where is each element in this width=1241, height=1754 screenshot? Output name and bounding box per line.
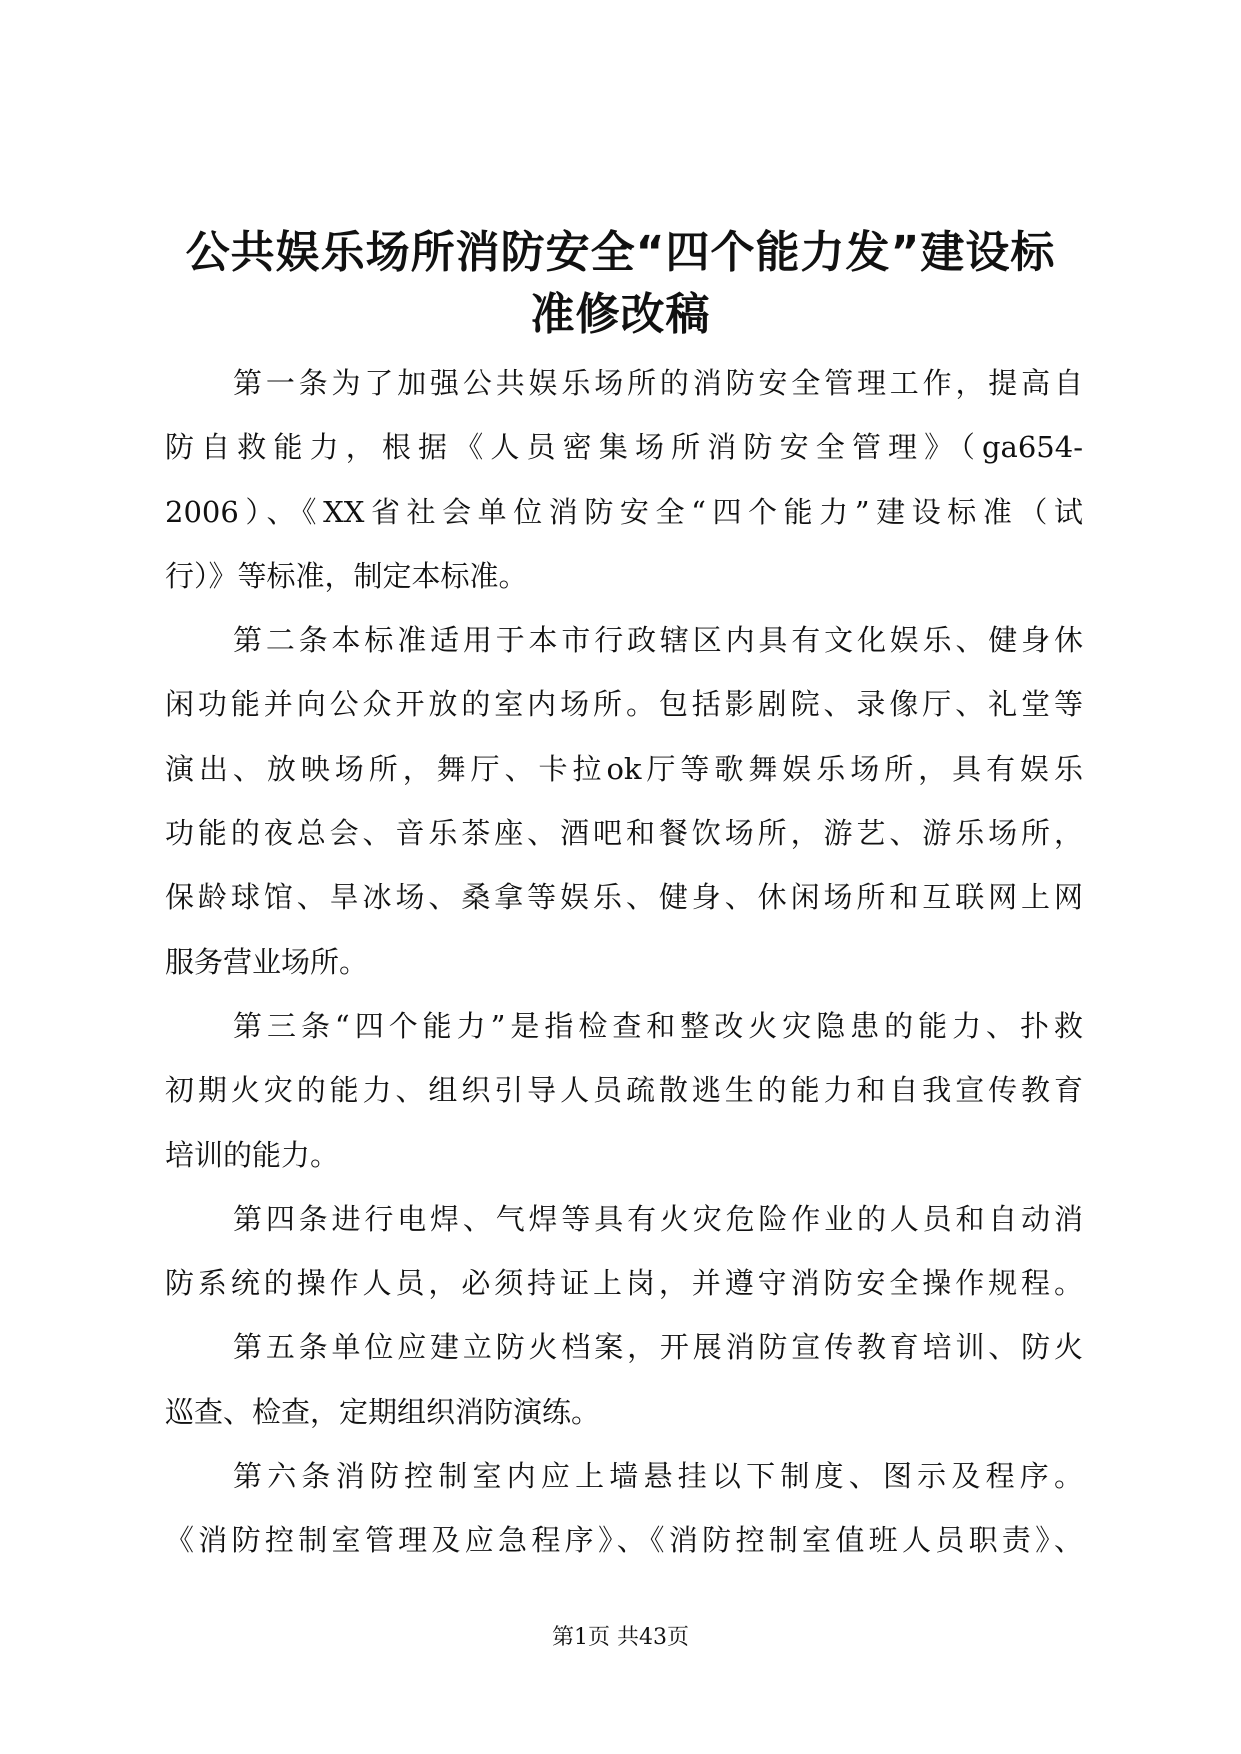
text-line: 培训的能力。 <box>165 1137 340 1172</box>
document-title <box>150 222 1091 346</box>
text-line: 防自救能力，根据《人员密集场所消防安全管理》（ga654- <box>165 430 1083 465</box>
text-line: 第三条“四个能力”是指检查和整改火灾隐患的能力、扑救 <box>233 1008 1083 1043</box>
text-line: 第六条消防控制室内应上墙悬挂以下制度、图示及程序。 <box>233 1459 1083 1494</box>
paragraph <box>165 351 1083 608</box>
text-line: 《消防控制室管理及应急程序》、《消防控制室值班人员职责》、 <box>165 1523 1083 1558</box>
text-line: 闲功能并向公众开放的室内场所。包括影剧院、录像厅、礼堂等 <box>165 687 1083 722</box>
text-line: 功能的夜总会、音乐茶座、酒吧和餐饮场所，游艺、游乐场所， <box>165 816 1083 851</box>
text-line: 第一条为了加强公共娱乐场所的消防安全管理工作，提高自 <box>233 366 1083 400</box>
paragraph <box>165 1315 1083 1444</box>
document-body <box>165 351 1083 1573</box>
text-line: 初期火灾的能力、组织引导人员疏散逃生的能力和自我宣传教育 <box>165 1073 1083 1108</box>
text-line: 服务营业场所。 <box>165 944 369 979</box>
text-line: 第四条进行电焊、气焊等具有火灾危险作业的人员和自动消 <box>233 1201 1083 1236</box>
text-line: 第二条本标准适用于本市行政辖区内具有文化娱乐、健身休 <box>233 623 1083 658</box>
text-line: 巡查、检查，定期组织消防演练。 <box>165 1394 601 1429</box>
text-line: 演出、放映场所，舞厅、卡拉ok厅等歌舞娱乐场所，具有娱乐 <box>165 751 1083 786</box>
text-line: 行）》等标准，制定本标准。 <box>165 558 528 593</box>
paragraph <box>165 1444 1083 1573</box>
title-line: 公共娱乐场所消防安全“四个能力发”建设标 <box>185 227 1056 278</box>
text-line: 防系统的操作人员，必须持证上岗，并遵守消防安全操作规程。 <box>165 1266 1083 1301</box>
text-line: 保龄球馆、旱冰场、桑拿等娱乐、健身、休闲场所和互联网上网 <box>165 880 1083 915</box>
page-footer: 第1页 共43页 <box>552 1625 689 1650</box>
title-line: 准修改稿 <box>530 289 711 340</box>
paragraph <box>165 994 1083 1187</box>
text-line: 2006）、《XX省社会单位消防安全“四个能力”建设标准（试 <box>165 494 1083 529</box>
text-line: 第五条单位应建立防火档案，开展消防宣传教育培训、防火 <box>233 1330 1083 1365</box>
paragraph <box>165 1187 1083 1316</box>
paragraph <box>165 608 1083 994</box>
